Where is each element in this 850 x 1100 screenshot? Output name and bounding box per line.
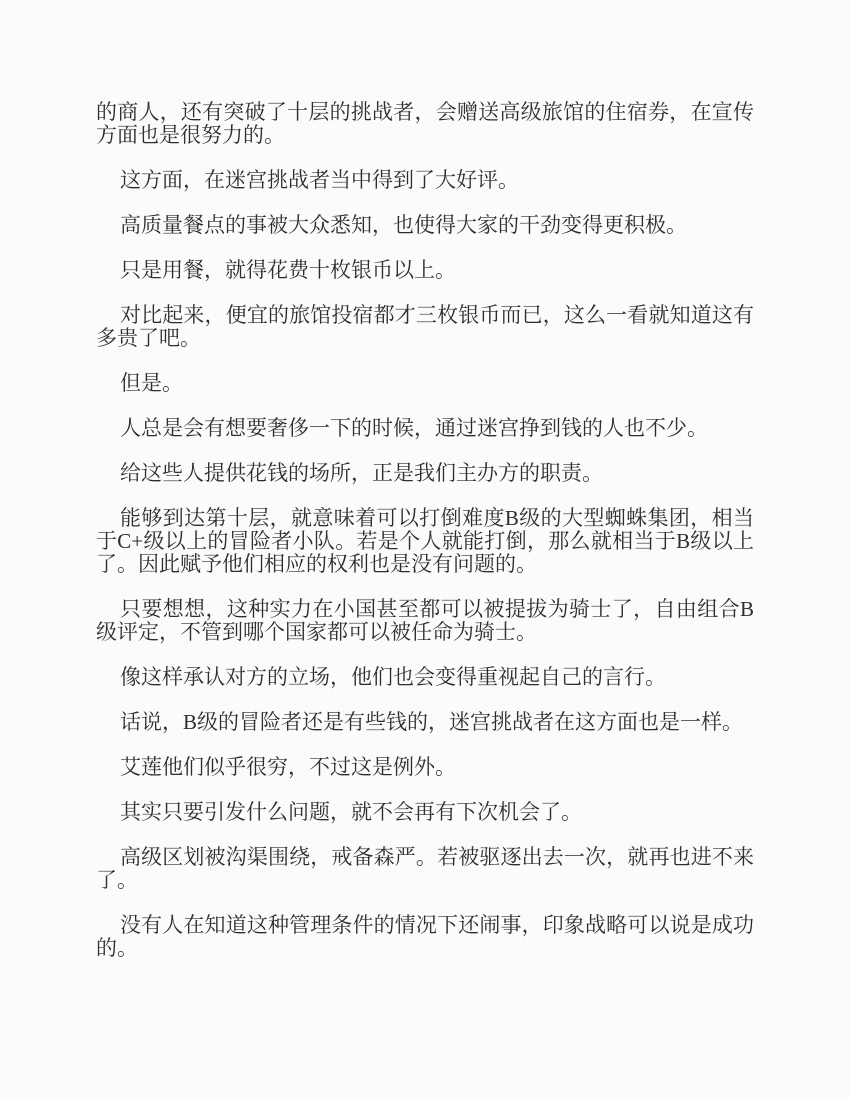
paragraph: 这方面，在迷宫挑战者当中得到了大好评。	[120, 168, 519, 192]
paragraph: 给这些人提供花钱的场所，正是我们主办方的职责。	[120, 461, 603, 485]
paragraph: 但是。	[120, 371, 183, 395]
paragraph: 其实只要引发什么问题，就不会再有下次机会了。	[120, 800, 582, 824]
paragraph: 只要想想，这种实力在小国甚至都可以被提拔为骑士了，自由组合B级评定，不管到哪个国家都可以被任命为骑士。	[96, 597, 754, 644]
paragraph: 艾莲他们似乎很穷，不过这是例外。	[120, 755, 456, 779]
paragraph: 高级区划被沟渠围绕，戒备森严。若被驱逐出去一次，就再也进不来了。	[96, 845, 754, 892]
paragraph: 人总是会有想要奢侈一下的时候，通过迷宫挣到钱的人也不少。	[120, 416, 708, 440]
paragraph: 的商人，还有突破了十层的挑战者，会赠送高级旅馆的住宿券，在宣传方面也是很努力的。	[96, 100, 754, 147]
paragraph-container	[96, 101, 754, 960]
paragraph: 对比起来，便宜的旅馆投宿都才三枚银币而已，这么一看就知道这有多贵了吧。	[96, 303, 754, 350]
paragraph: 没有人在知道这种管理条件的情况下还闹事，印象战略可以说是成功的。	[96, 913, 754, 960]
paragraph: 像这样承认对方的立场，他们也会变得重视起自己的言行。	[120, 665, 666, 689]
paragraph: 高质量餐点的事被大众悉知，也使得大家的干劲变得更积极。	[120, 213, 687, 237]
paragraph: 话说，B级的冒险者还是有些钱的，迷宫挑战者在这方面也是一样。	[120, 710, 744, 734]
paragraph: 只是用餐，就得花费十枚银币以上。	[120, 258, 456, 282]
paragraph: 能够到达第十层，就意味着可以打倒难度B级的大型蜘蛛集团，相当于C+级以上的冒险者小队。若是个人就能打倒，那么就相当于B级以上了。因此赋予他们相应的权利也是没有问题的。	[96, 506, 754, 576]
